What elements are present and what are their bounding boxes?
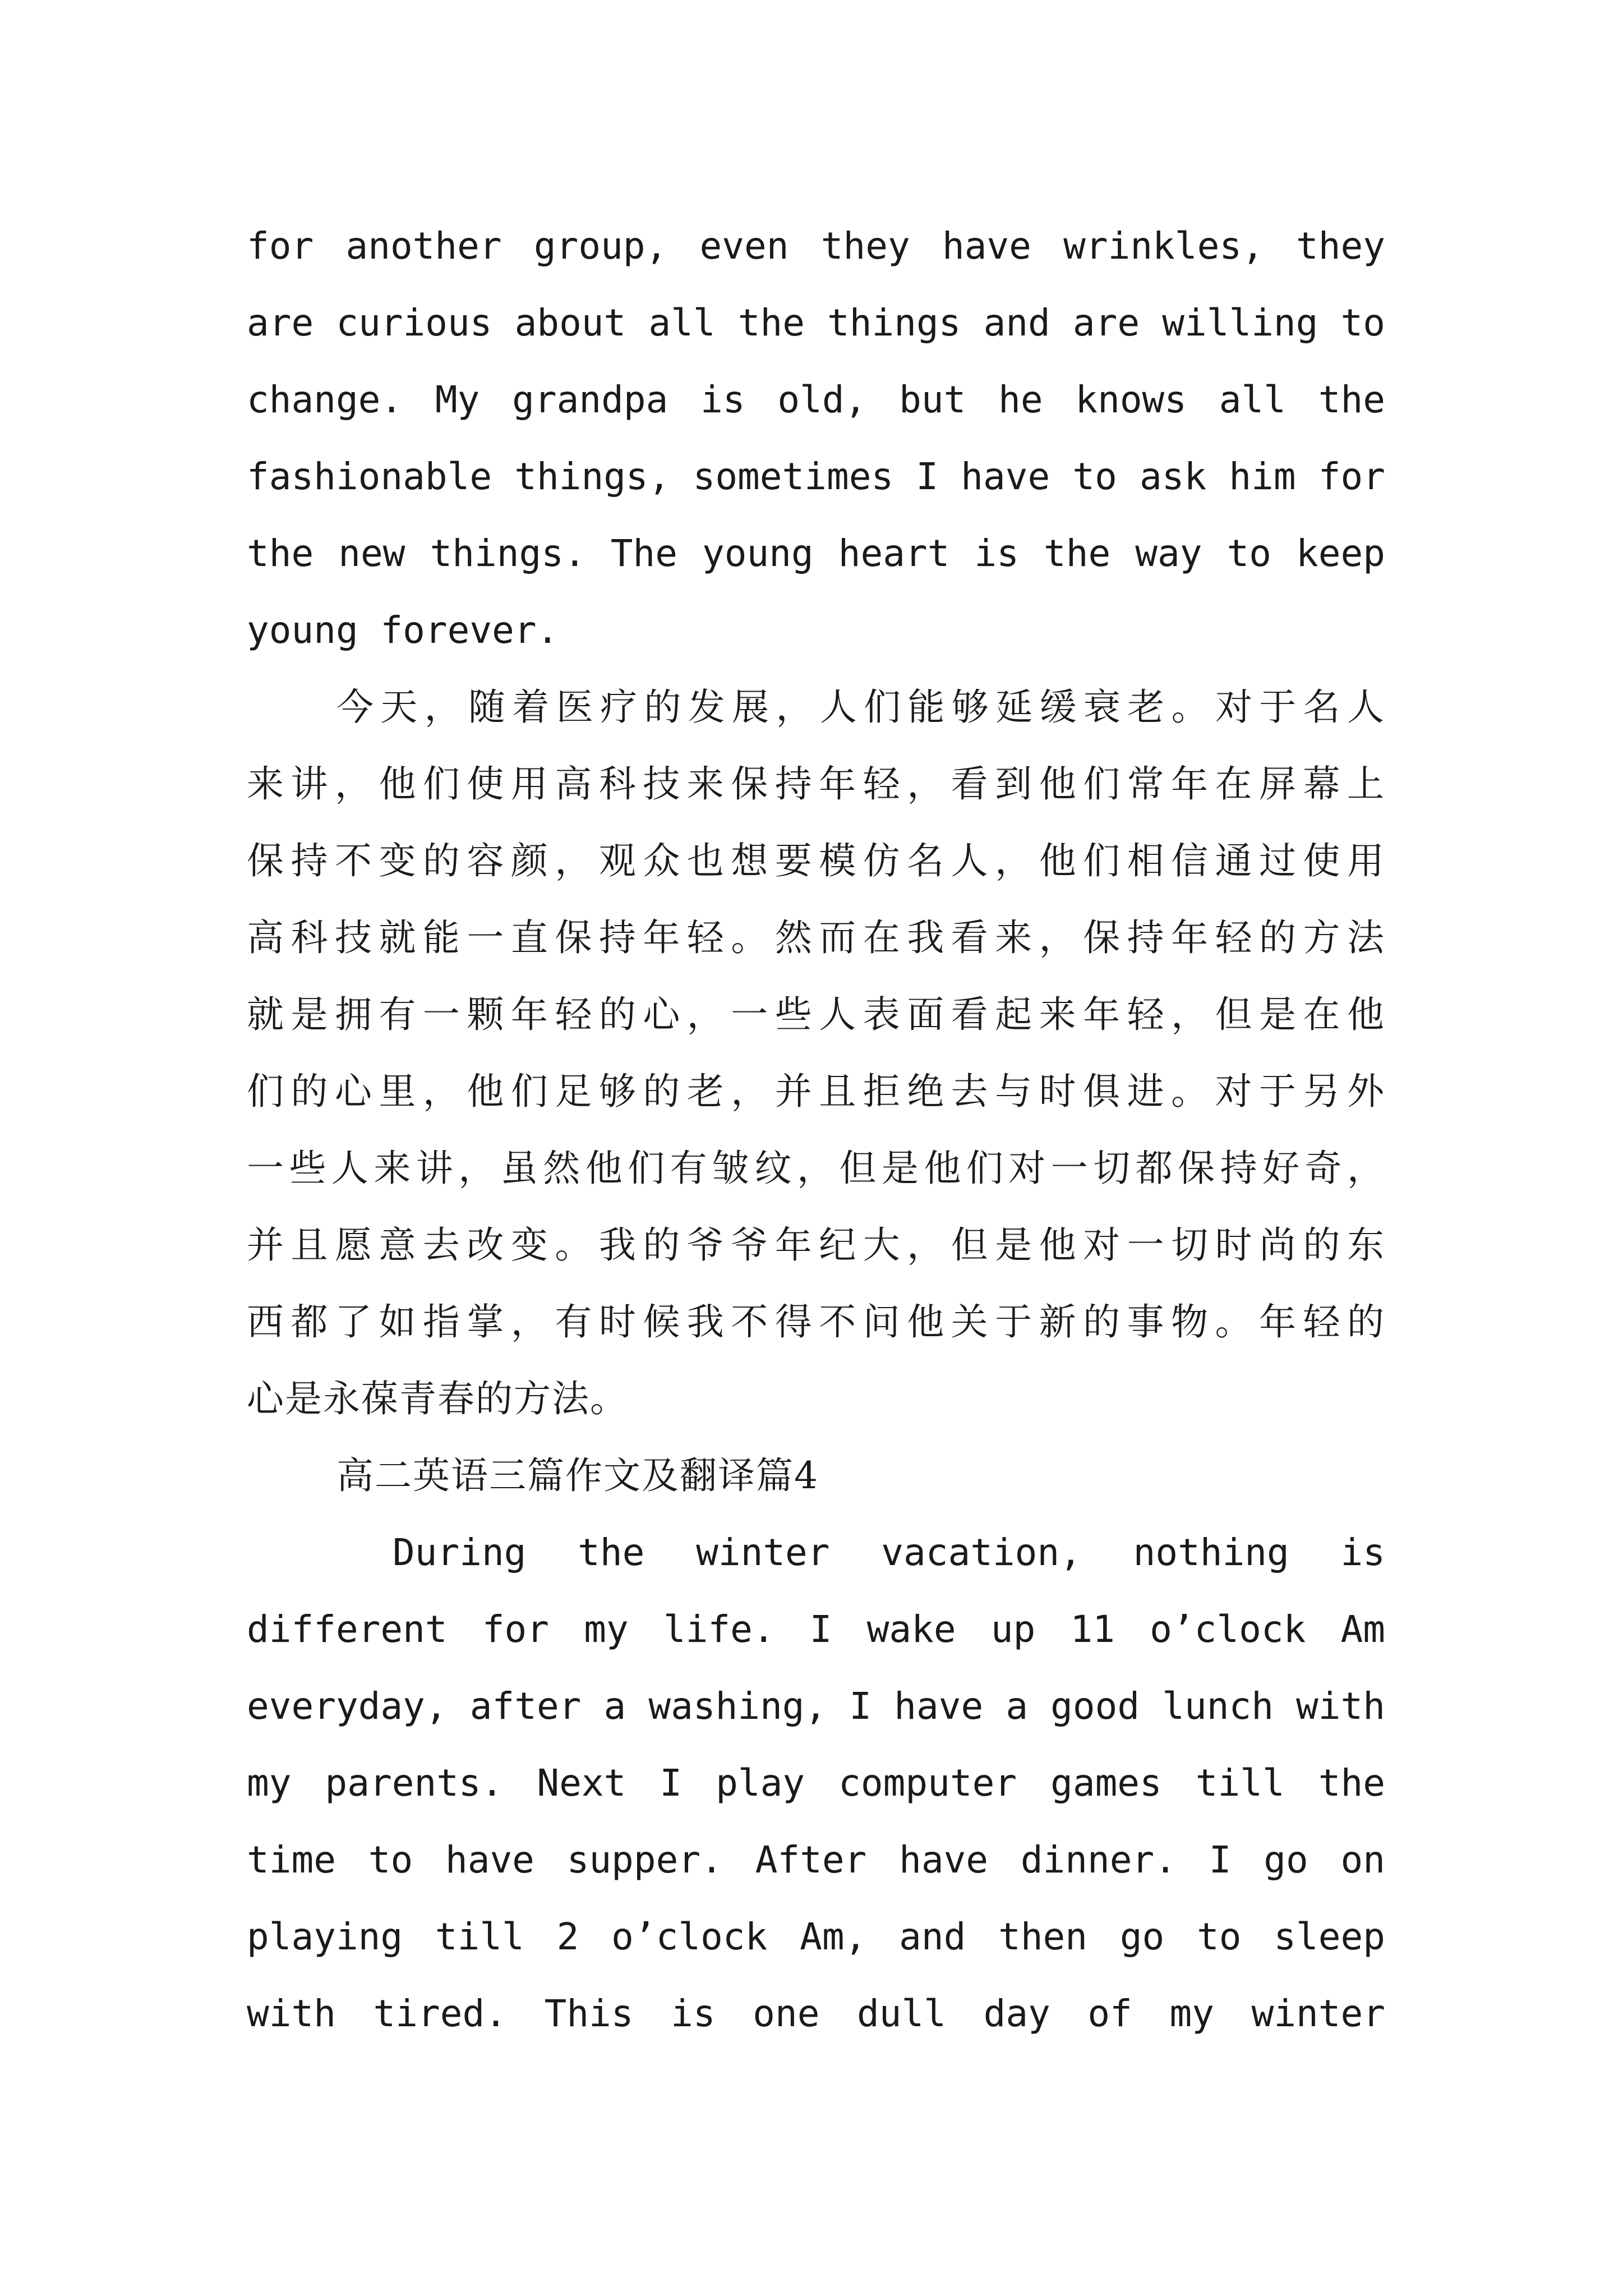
text-line: with tired. This is one dull day of my winter [247, 1992, 1385, 2035]
text-line: 一些人来讲，虽然他们有皱纹，但是他们对一切都保持好奇， [247, 1147, 1385, 1190]
text-line: 今天，随着医疗的发展，人们能够延缓衰老。对于名人 [336, 685, 1385, 729]
text-line: 并且愿意去改变。我的爷爷年纪大，但是他对一切时尚的东 [247, 1223, 1385, 1267]
text-line: 西都了如指掌，有时候我不得不问他关于新的事物。年轻的 [247, 1300, 1385, 1343]
text-line: 高科技就能一直保持年轻。然而在我看来，保持年轻的方法 [247, 916, 1385, 959]
text-line: time to have supper. After have dinner. I go on [247, 1838, 1385, 1881]
text-line: the new things. The young heart is the way to keep [247, 532, 1385, 575]
text-line: for another group, even they have wrinkles, they [247, 224, 1385, 268]
text-line: During the winter vacation, nothing is [393, 1531, 1385, 1574]
text-line: fashionable things, sometimes I have to ask him for [247, 455, 1385, 498]
text-line: 保持不变的容颜，观众也想要模仿名人，他们相信通过使用 [247, 839, 1385, 882]
text-line: change. My grandpa is old, but he knows all the [247, 378, 1385, 421]
text-line: my parents. Next I play computer games till the [247, 1761, 1385, 1805]
text-line: 来讲，他们使用高科技来保持年轻，看到他们常年在屏幕上 [247, 762, 1385, 806]
text-line: different for my life. I wake up 11 o’clock Am [247, 1608, 1385, 1651]
text-line: 就是拥有一颗年轻的心，一些人表面看起来年轻，但是在他 [247, 993, 1385, 1036]
text-line: are curious about all the things and are willing to [247, 301, 1385, 344]
text-line: playing till 2 o’clock Am, and then go to sleep [247, 1915, 1385, 1958]
text-line: everyday, after a washing, I have a good lunch with [247, 1685, 1385, 1728]
text-line: young forever. [247, 609, 559, 652]
text-line: 们的心里，他们足够的老，并且拒绝去与时俱进。对于另外 [247, 1070, 1385, 1113]
heading-text: 高二英语三篇作文及翻译篇4 [336, 1454, 819, 1497]
text-line: 心是永葆青春的方法。 [247, 1377, 628, 1420]
